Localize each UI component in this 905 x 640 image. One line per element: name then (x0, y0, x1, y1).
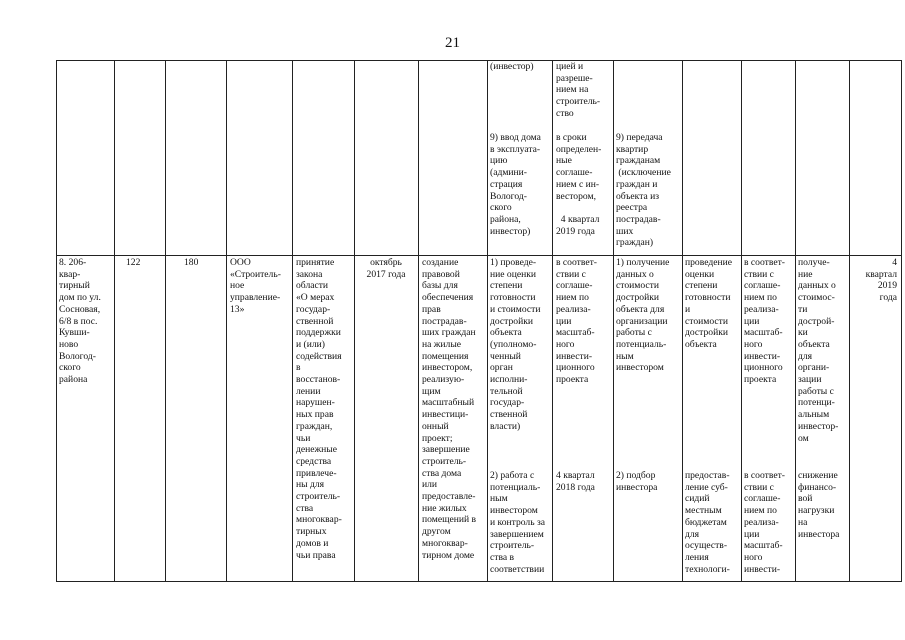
table-border (418, 60, 419, 582)
table-border (682, 60, 683, 582)
table-border (354, 60, 355, 582)
result-cell: создание правовой базы для обеспечения прав пострадав- ших граждан на жилые помещения инвестором, реализую- щим масштабный инвестици- онный проект; завершение строитель- ства дома или предоставле- ние жилых помещений в другом многоквар- тирном доме (422, 257, 477, 561)
apartments-cell: 122 (126, 257, 141, 268)
table-border (56, 60, 902, 61)
effect-cell: получе- ние данных о стоимос- ти дострой- ки объекта для органи- зации работы с потенци- альным инвестор- ом (798, 257, 839, 444)
step-cell: 9) передача квартир гражданам (исключение граждан и объекта из реестра пострадав- ших граждан) (616, 132, 671, 249)
table-border (292, 60, 293, 582)
table-border (795, 60, 796, 582)
measure-cell: принятие закона области «О мерах государ- ственной поддержки и (или) содействия в восстанов- лении нарушен- ных прав граждан, чьи денежные средства привлече- ны для строитель- ства многоквар- тирных домов и чьи права (296, 257, 342, 561)
table-border (114, 60, 115, 582)
condition-cell: в соответ- ствии с соглаше- нием по реализа- ции масштаб- ного инвести- (744, 470, 785, 575)
table-border (487, 60, 488, 582)
stage-cell: (инвестор) (490, 61, 534, 72)
support-cell: предостав- ление суб- сидий местным бюджетам для осуществ- ления технологи- (685, 470, 730, 575)
term-cell: в соответ- ствии с соглаше- нием по реализа- ции масштаб- ного инвести- ционного проекта (556, 257, 597, 386)
term-cell: в сроки определен- ные соглаше- нием с ин- вестором, 4 квартал 2019 года (556, 132, 602, 237)
table-border (901, 60, 902, 582)
citizens-cell: 180 (184, 257, 199, 268)
table-border (56, 255, 902, 256)
table-border (613, 60, 614, 582)
date-cell: октябрь 2017 года (366, 257, 406, 280)
table (56, 60, 902, 582)
table-border (741, 60, 742, 582)
term-cell: 4 квартал 2018 года (556, 470, 595, 493)
object-cell: 8. 206- квар- тирный дом по ул. Сосновая, 6/8 в пос. Кувши- ново Вологод- ского района (59, 257, 101, 386)
stage-cell: 9) ввод дома в эксплуата- цию (админи- страция Вологод- ского района, инвестор) (490, 132, 541, 237)
table-border (56, 60, 57, 582)
stage-cell: 2) работа с потенциаль- ным инвестором и контроль за завершением строитель- ства в соответствии (490, 470, 546, 575)
step-cell: 1) получение данных о стоимости достройки объекта для организации работы с потенциаль- ным инвестором (616, 257, 670, 374)
support-cell: проведение оценки степени готовности и стоимости достройки объекта (685, 257, 732, 350)
step-cell: 2) подбор инвестора (616, 470, 658, 493)
stage-cell: 1) проведе- ние оценки степени готовности и стоимости достройки объекта (уполномо- ченный орган исполни- тельной государ- ственной власти) (490, 257, 541, 432)
table-border (849, 60, 850, 582)
final-term-cell: 4 квартал 2019 года (865, 257, 897, 304)
condition-cell: в соответ- ствии с соглаше- нием по реализа- ции масштаб- ного инвести- ционного проекта (744, 257, 785, 386)
page-number: 21 (445, 35, 460, 51)
table-border (165, 60, 166, 582)
table-border (552, 60, 553, 582)
table-border (56, 581, 902, 582)
term-cell: цией и разреше- нием на строитель- ство (556, 61, 601, 119)
table-border (226, 60, 227, 582)
effect-cell: снижение финансо- вой нагрузки на инвестора (798, 470, 840, 540)
developer-cell: ООО «Строитель- ное управление- 13» (230, 257, 281, 315)
